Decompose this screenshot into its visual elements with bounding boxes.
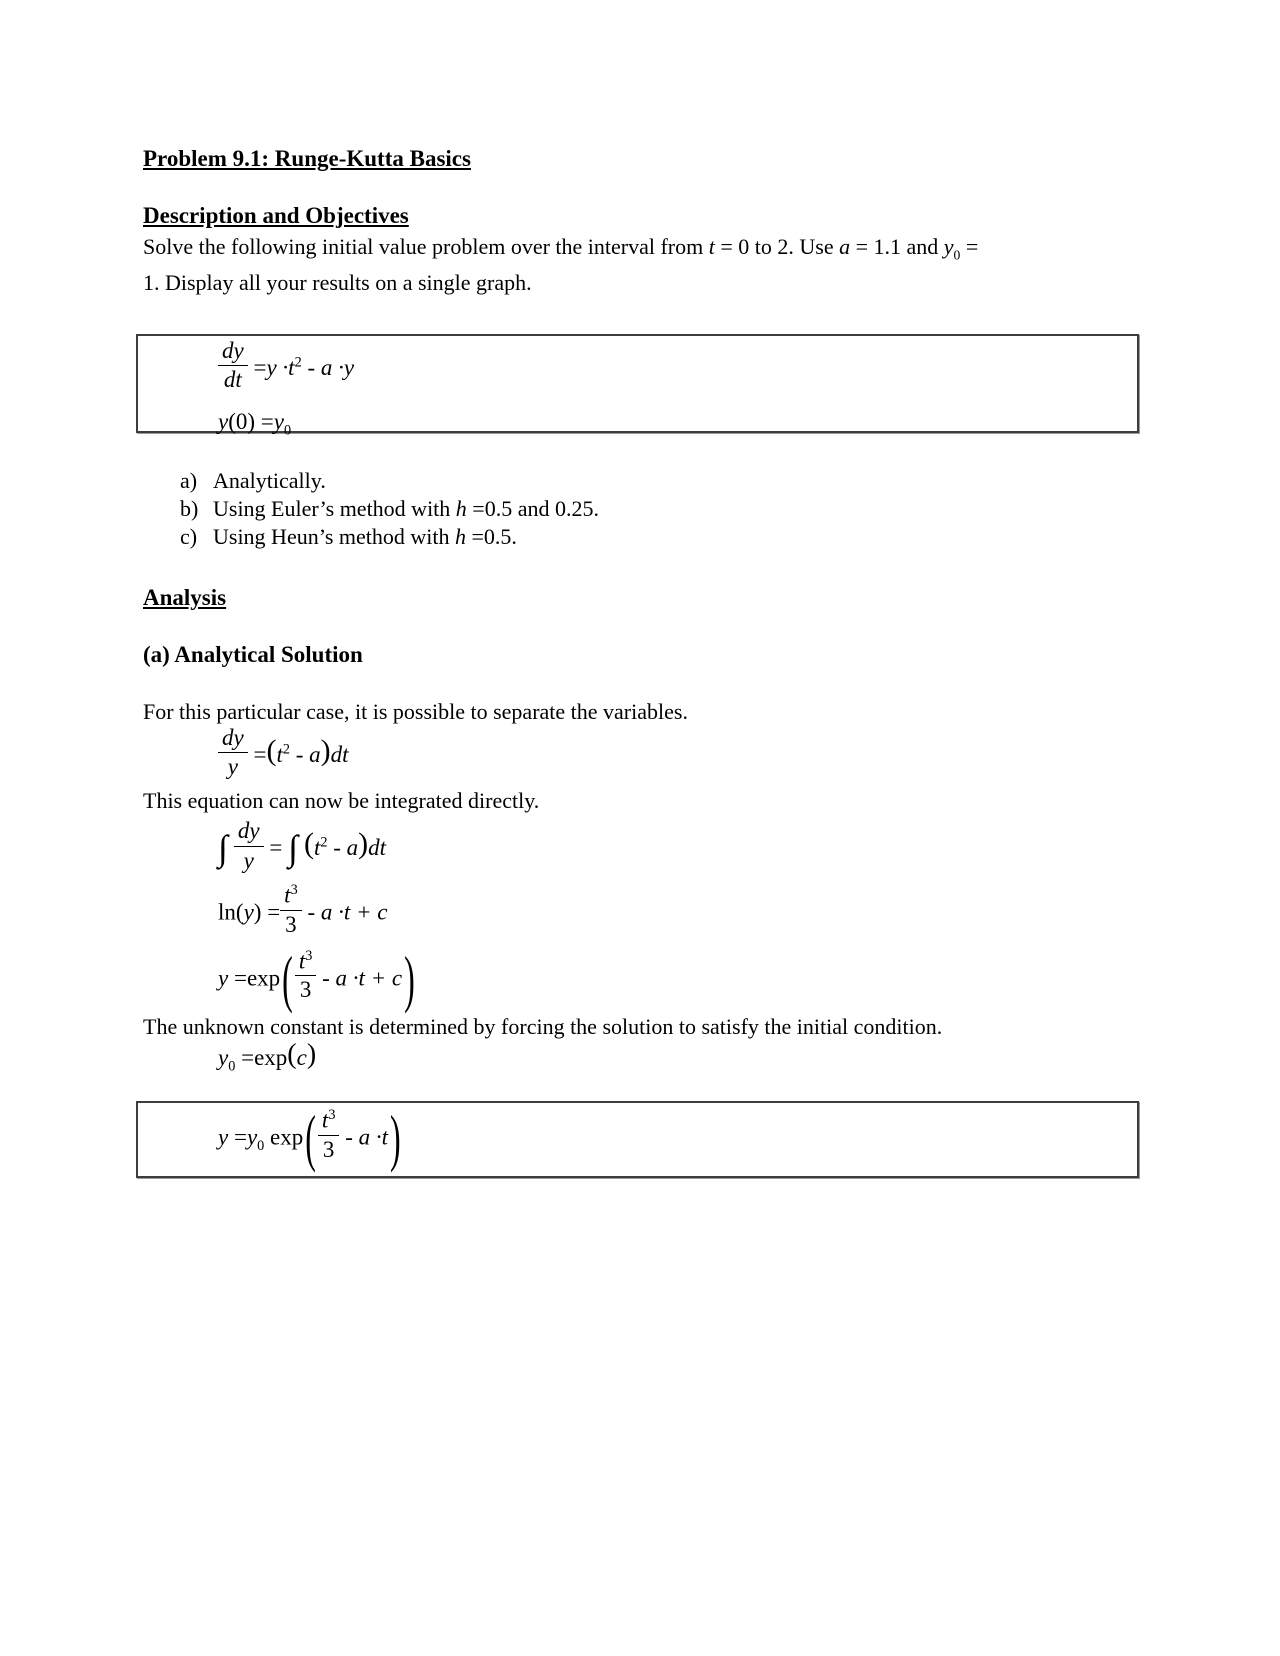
equation-y0: $y_0 =\exp(c)$ (218, 1039, 317, 1075)
task-label: a) (180, 468, 198, 494)
fraction-denominator: y (227, 754, 238, 780)
var-y: y (218, 408, 229, 434)
fraction-t3-3 (280, 883, 302, 937)
equals-sign: ) = (253, 898, 281, 924)
task-text-pre: Analytically. (213, 468, 326, 494)
superscript-3: 3 (305, 947, 313, 964)
math-token-dt: dt (368, 835, 387, 861)
fraction-denominator: dt (223, 367, 242, 393)
equation-separated: $\frac{dy}{y}$ $=(t^2 - a)dt$ (218, 730, 1153, 783)
fraction-denominator: 3 (322, 1136, 335, 1162)
math-token: y ·t (266, 355, 295, 381)
equation-exp: y =exp( $\frac{t^3}{3}$ - a ·t + c) (218, 941, 415, 1014)
math-token: - a (289, 742, 321, 768)
page-title: Problem 9.1: Runge-Kutta Basics (143, 146, 471, 171)
intro-line-1 (143, 233, 1153, 269)
superscript-3: 3 (290, 881, 298, 898)
task-text-post: =0.5. (466, 524, 517, 550)
math-token: - a ·y (301, 355, 355, 381)
var-y0: y (246, 1124, 258, 1150)
fraction-t3-3 (295, 949, 317, 1003)
superscript-2: 2 (320, 834, 328, 851)
subscript-0: 0 (228, 1058, 236, 1075)
var-y: y (243, 898, 254, 924)
var-t: t (298, 948, 306, 974)
equals-sign: = (263, 835, 289, 861)
fraction-numerator: dy (218, 726, 248, 753)
fraction-dy-y (218, 726, 248, 779)
fraction-denominator: y (243, 847, 254, 873)
equation-ln (218, 881, 1153, 941)
math-token: - a (327, 835, 359, 861)
superscript-2: 2 (282, 741, 290, 758)
task-text (213, 467, 326, 495)
math-token-dt: dt (330, 742, 349, 768)
function-ln: ln( (218, 898, 244, 924)
task-item-a (143, 467, 1153, 495)
equals-sign: = (247, 355, 267, 381)
fraction-denominator: 3 (285, 911, 297, 937)
equation-initial-condition (218, 409, 1137, 439)
var-y: y (218, 1044, 229, 1070)
task-list (143, 467, 1153, 551)
var-y: y (218, 1124, 229, 1150)
var-a: a (839, 233, 851, 259)
fraction-denominator: 3 (299, 977, 312, 1003)
math-token: - a ·t (339, 1124, 388, 1150)
task-item-b (143, 495, 1153, 523)
fraction-numerator (295, 949, 317, 977)
paragraph-integrate: This equation can now be integrated directly. (143, 788, 540, 814)
var-t: t (321, 1107, 329, 1133)
math-token: - a ·t + c (316, 964, 403, 990)
subsection-heading-analytical: (a) Analytical Solution (143, 641, 363, 667)
var-t: t (284, 882, 291, 908)
function-exp: exp (264, 1124, 304, 1150)
intro-text-1: Solve the following initial value problem over the interval from (143, 233, 709, 259)
equation-final: $y =y_0$ exp( $\frac{t^3}{3}$ - a ·t) (218, 1101, 401, 1174)
superscript-2: 2 (294, 354, 302, 371)
equation-integral: ∫ $\frac{dy}{y}$ = ∫ $(t^2 - a)dt$ (218, 818, 387, 873)
var-c: c (296, 1044, 307, 1070)
math-token: (0) = (228, 408, 274, 434)
var-y: y (218, 964, 229, 990)
intro-text-4: = (960, 233, 979, 259)
function-exp: exp (246, 964, 281, 990)
function-exp: exp (254, 1044, 288, 1070)
fraction-numerator (280, 883, 302, 911)
paragraph-constant: The unknown constant is determined by forcing the solution to satisfy the initial condition. (143, 1013, 943, 1039)
equation-box-final (136, 1101, 1139, 1178)
task-text-pre: Using Euler’s method with (213, 496, 456, 522)
task-var: h (455, 524, 466, 550)
fraction-dy-dt (218, 339, 248, 392)
equals-sign: = (228, 964, 247, 990)
intro-text-3: = 1.1 and (850, 233, 944, 259)
fraction-numerator: dy (218, 339, 248, 366)
task-text (213, 495, 599, 523)
subscript-0: 0 (283, 422, 292, 439)
task-text-pre: Using Heun’s method with (213, 524, 455, 550)
equals-sign: = (235, 1044, 255, 1070)
var-t: t (708, 233, 715, 259)
fraction-numerator: dy (234, 819, 264, 846)
subscript-0: 0 (257, 1137, 265, 1154)
fraction-dy-y (234, 819, 264, 872)
var-t: t (276, 742, 283, 768)
math-token: - a ·t + c (301, 898, 388, 924)
fraction-numerator (318, 1108, 340, 1136)
task-var: h (455, 496, 467, 522)
var-y0: y (943, 233, 954, 259)
equation-ode (218, 338, 1137, 396)
superscript-3: 3 (328, 1107, 336, 1124)
section-heading-description: Description and Objectives (143, 203, 409, 229)
equals-sign: = (228, 1124, 247, 1150)
task-text-post: =0.5 and 0.25. (466, 496, 599, 522)
section-heading-analysis: Analysis (143, 585, 227, 611)
paragraph-separate-variables: For this particular case, it is possible to separate the variables. (143, 699, 688, 725)
var-y: y (273, 408, 284, 434)
equation-box-ode (136, 334, 1139, 439)
task-label: c) (180, 524, 198, 550)
var-y0-subscript: 0 (953, 247, 961, 263)
equals-sign: = (247, 742, 267, 768)
document-content (143, 146, 1153, 1178)
task-text (213, 523, 517, 551)
intro-text-2: = 0 to 2. Use (714, 233, 840, 259)
intro-line-2: 1. Display all your results on a single graph. (143, 270, 532, 296)
fraction-t3-3 (318, 1108, 340, 1162)
var-t: t (313, 835, 321, 861)
task-label: b) (180, 496, 199, 522)
task-item-c (143, 523, 1153, 551)
